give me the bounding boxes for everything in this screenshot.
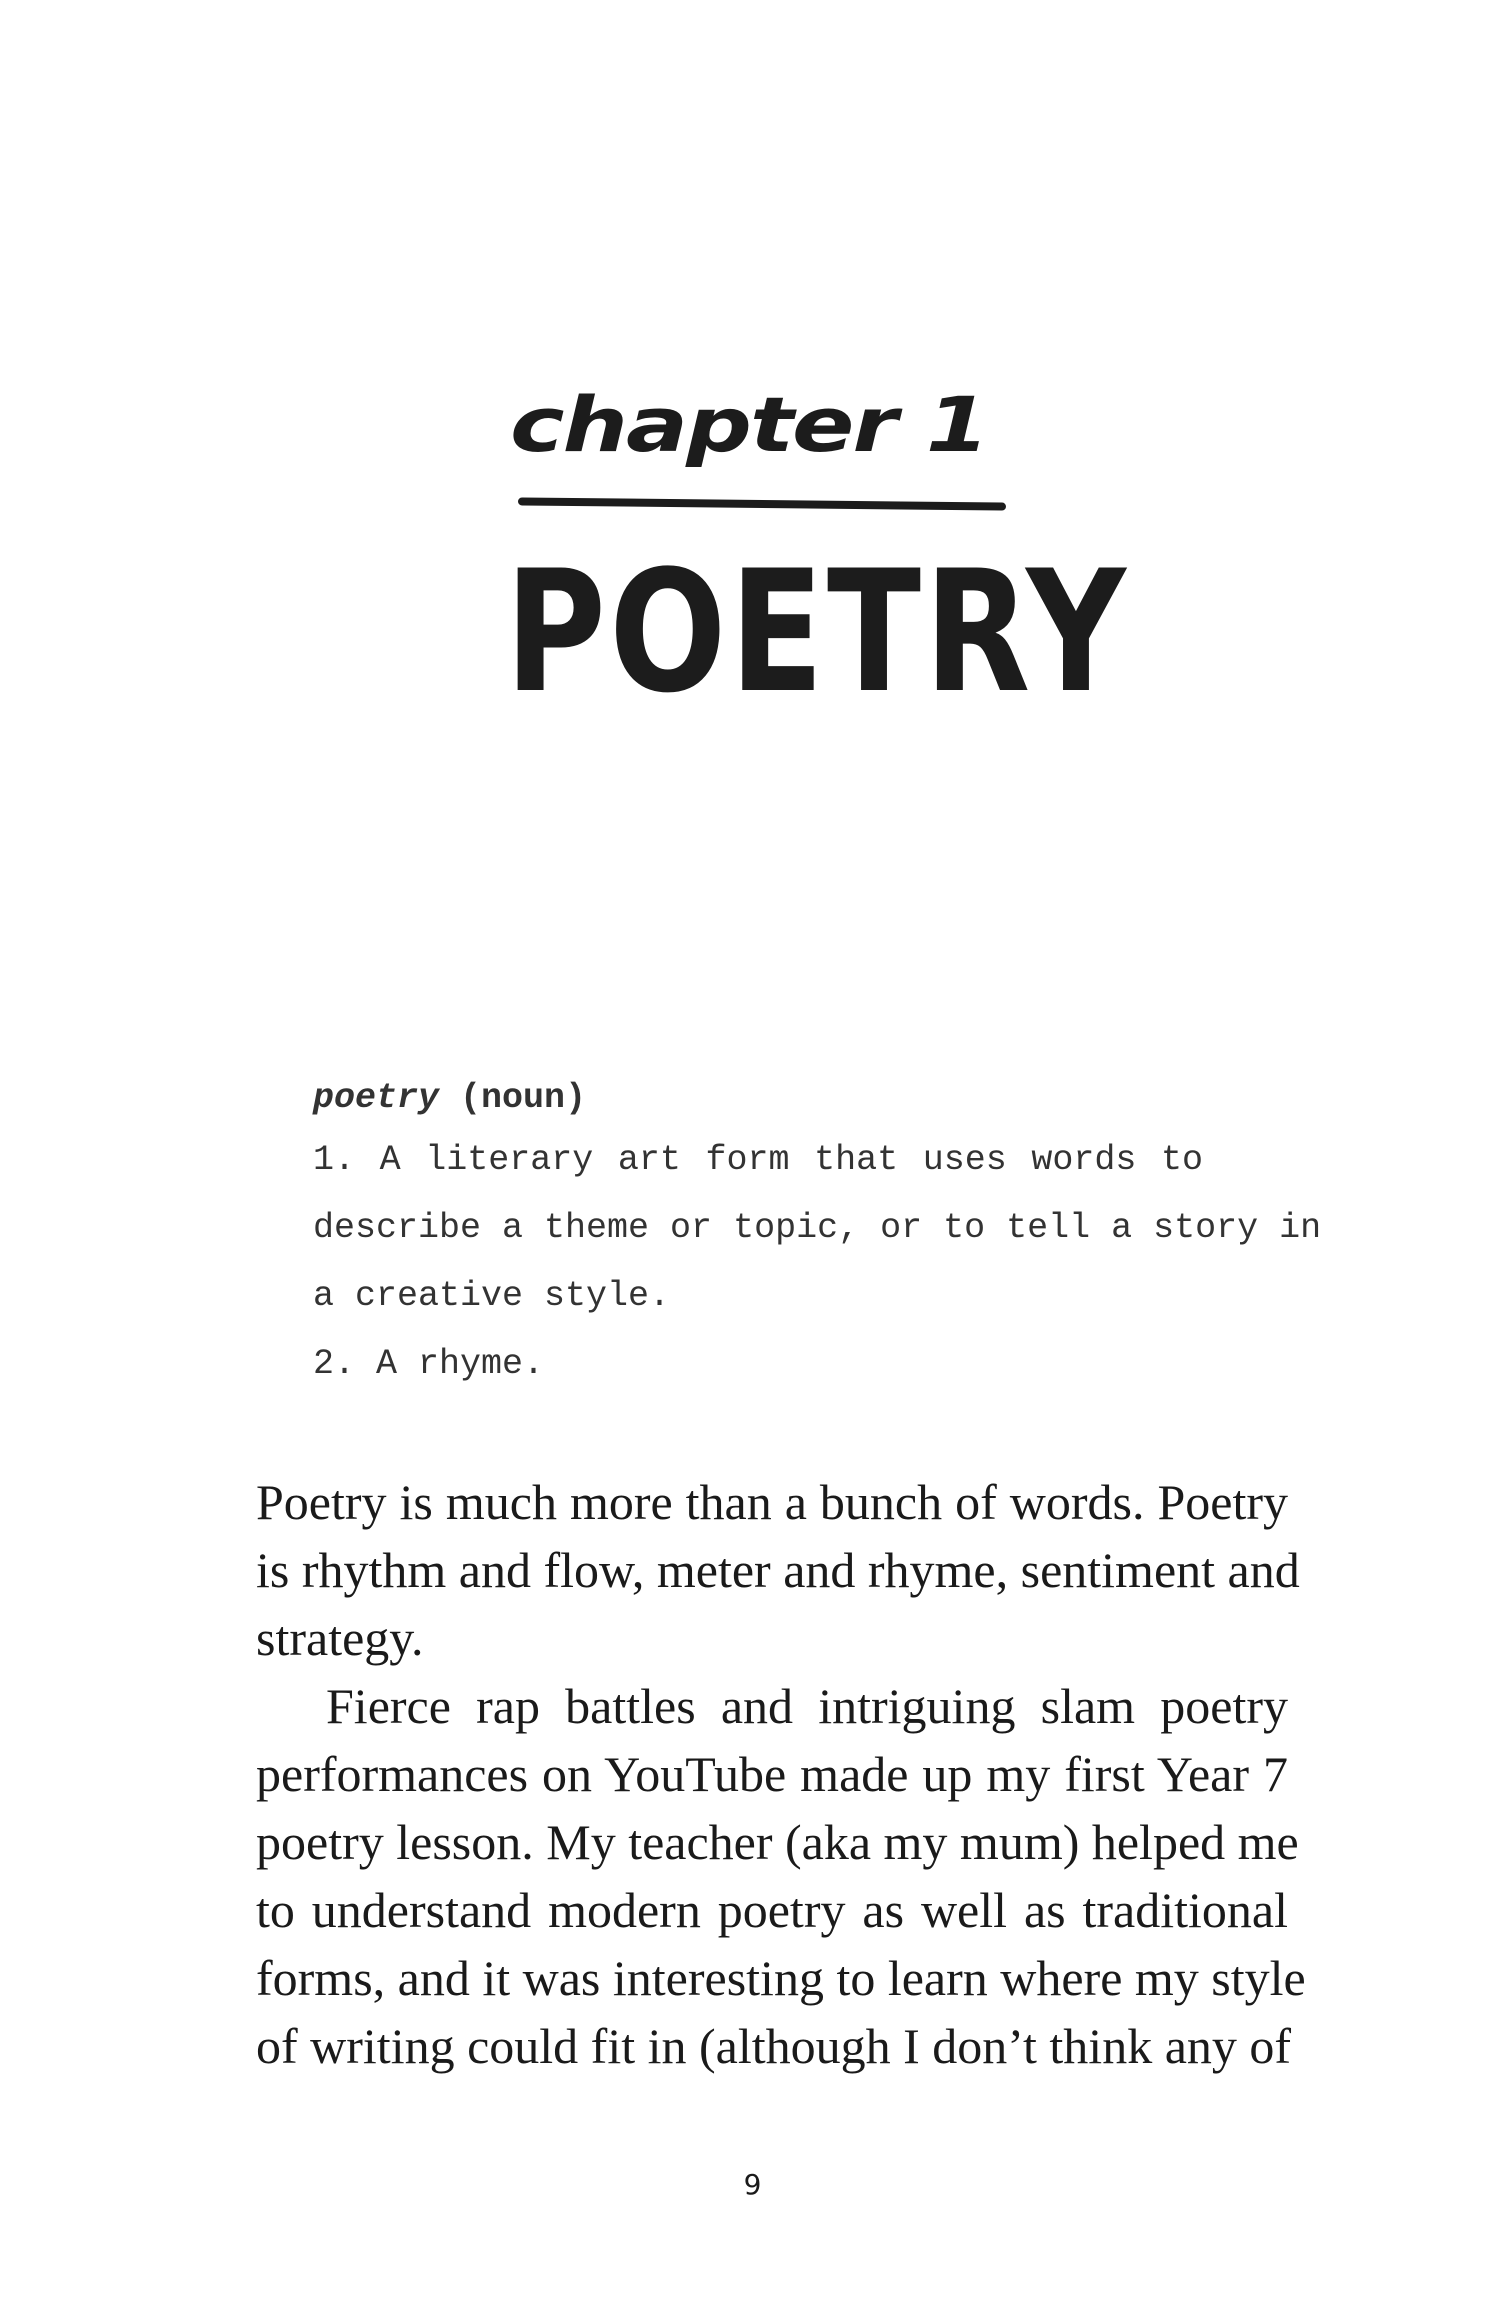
body-text — [256, 1468, 1306, 2080]
definition-line: 1. A literary art form that uses words to — [313, 1140, 1203, 1180]
body-line: forms, and it was interesting to learn where my style — [256, 1950, 1306, 2006]
body-line: strategy. — [256, 1610, 424, 1666]
dictionary-definition — [313, 1070, 1322, 1398]
body-line: of writing could fit in (although I don’t think any of — [256, 2018, 1292, 2074]
body-line: Fierce rap battles and intriguing slam poetry — [326, 1678, 1288, 1734]
chapter-title: POETRY — [505, 534, 1130, 730]
definition-line: 2. A rhyme. — [313, 1344, 545, 1384]
chapter-underline — [518, 497, 1006, 510]
body-line: poetry lesson. My teacher (aka my mum) helped me — [256, 1814, 1299, 1870]
definition-heading — [313, 1070, 1233, 1126]
body-line: performances on YouTube made up my first Year 7 — [256, 1746, 1288, 1802]
definition-part-of-speech: (noun) — [460, 1078, 587, 1118]
definition-line: a creative style. — [313, 1276, 671, 1316]
body-line: is rhythm and flow, meter and rhyme, sentiment and — [256, 1542, 1300, 1598]
page-number: 9 — [743, 2168, 762, 2201]
definition-term: poetry — [313, 1078, 440, 1118]
body-line: to understand modern poetry as well as traditional — [256, 1882, 1288, 1938]
definition-line: describe a theme or topic, or to tell a story in — [313, 1208, 1322, 1248]
chapter-label: chapter 1 — [510, 381, 988, 470]
body-line: Poetry is much more than a bunch of words. Poetry — [256, 1474, 1288, 1530]
